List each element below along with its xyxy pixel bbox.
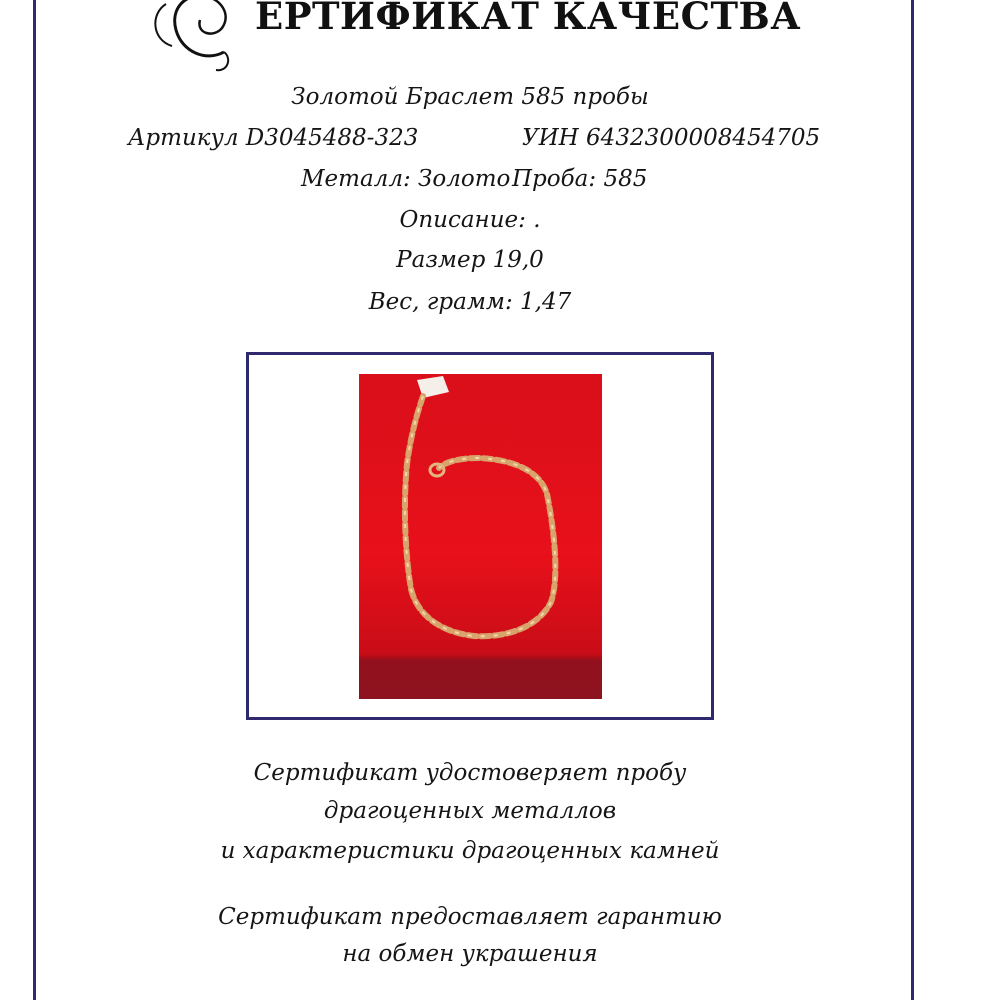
uin-number: УИН 6432300008454705: [522, 125, 821, 151]
statement-line-1: Сертификат удостоверяет пробу: [253, 760, 687, 786]
monogram-icon: [140, 0, 250, 75]
article-number: Артикул D3045488-323: [128, 125, 419, 151]
weight-field: Вес, грамм: 1,47: [368, 289, 572, 315]
guarantee-line-2: на обмен украшения: [342, 941, 598, 967]
description-field: Описание: .: [399, 207, 541, 233]
metal-field: Металл: Золото: [301, 166, 511, 192]
photo-frame: [246, 352, 714, 720]
guarantee-line-1: Сертификат предоставляет гарантию: [218, 904, 722, 930]
size-field: Размер 19,0: [396, 247, 544, 273]
statement-line-2: драгоценных металлов: [323, 798, 617, 824]
assay-field: Проба: 585: [512, 166, 648, 192]
gold-bracelet-photo: [359, 374, 602, 699]
certificate-title: ЕРТИФИКАТ КАЧЕСТВА: [255, 0, 801, 38]
product-name: Золотой Браслет 585 пробы: [291, 84, 649, 110]
statement-line-3: и характеристики драгоценных камней: [220, 838, 720, 864]
